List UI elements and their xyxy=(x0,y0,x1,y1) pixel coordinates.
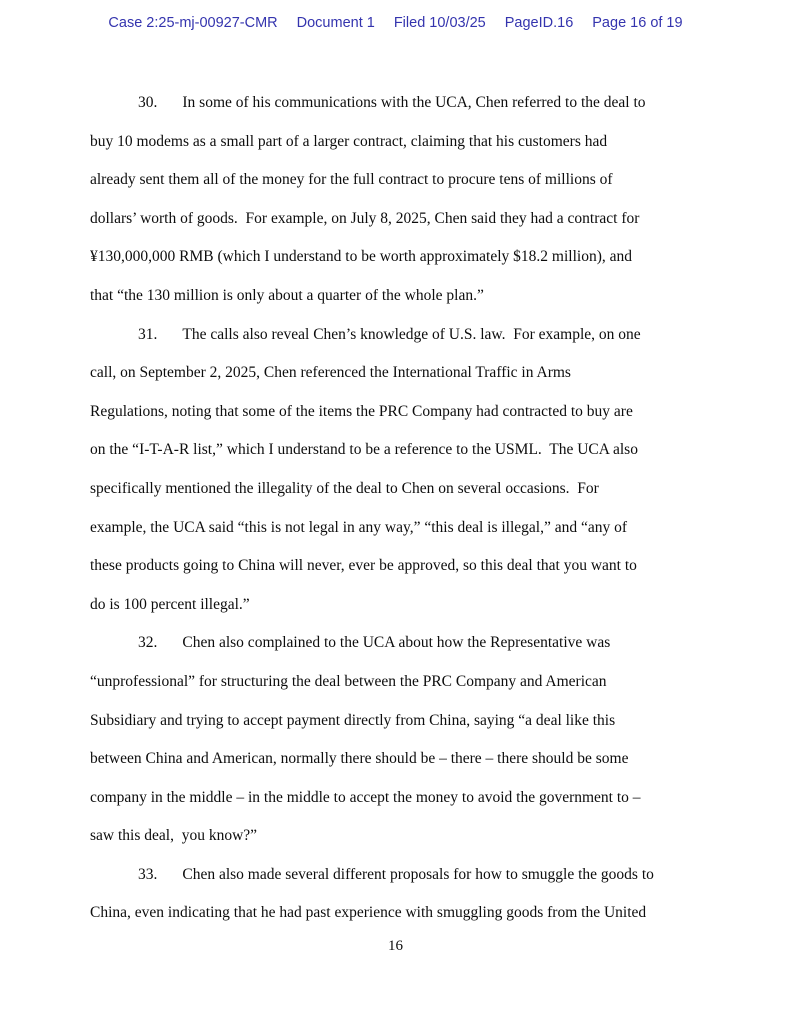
paragraph-line xyxy=(90,547,710,586)
paragraph-line-text: Chen also complained to the UCA about how the Representative was xyxy=(182,634,611,652)
paragraph-line-text: example, the UCA said “this is not legal in any way,” “this deal is illegal,” and “any of xyxy=(90,518,628,536)
paragraph-line-text: these products going to China will never, ever be approved, so this deal that you want to xyxy=(90,557,637,575)
paragraph-line xyxy=(90,316,710,355)
paragraph-line xyxy=(90,161,710,200)
paragraph-number: 31. xyxy=(138,325,158,343)
stamp-filed-date: Filed 10/03/25 xyxy=(393,15,486,31)
paragraph-line xyxy=(90,779,710,818)
paragraph-line-text: In some of his communications with the UCA, Chen referred to the deal to xyxy=(182,94,646,111)
paragraph-line xyxy=(90,277,710,316)
paragraph-line xyxy=(90,200,710,239)
paragraph-line xyxy=(90,123,710,162)
paragraph-line xyxy=(90,663,710,702)
paragraph-line-text: Regulations, noting that some of the items the PRC Company had contracted to buy are xyxy=(90,402,633,420)
paragraph-line xyxy=(90,586,710,625)
paragraph-line xyxy=(90,624,710,663)
paragraph-line xyxy=(90,702,710,741)
paragraph-line-text: on the “I-T-A-R list,” which I understand to be a reference to the USML. The UCA also xyxy=(90,441,638,459)
stamp-pageid: PageID.16 xyxy=(504,15,574,31)
paragraph-line xyxy=(90,894,710,933)
paragraph-line-text: company in the middle – in the middle to accept the money to avoid the government to – xyxy=(90,788,641,806)
paragraph-number: 30. xyxy=(138,94,158,111)
paragraph-line-text: The calls also reveal Chen’s knowledge of U.S. law. For example, on one xyxy=(182,325,641,343)
paragraph-line xyxy=(90,509,710,548)
paragraph-line-text: buy 10 modems as a small part of a larger contract, claiming that his customers had xyxy=(90,132,608,150)
stamp-document-number: Document 1 xyxy=(296,15,375,31)
stamp-page-count: Page 16 of 19 xyxy=(592,15,683,31)
paragraph-line-text: already sent them all of the money for the full contract to procure tens of millions of xyxy=(90,171,613,189)
paragraph-line xyxy=(90,354,710,393)
paragraph xyxy=(90,84,710,316)
paragraph-line xyxy=(90,817,710,856)
paragraph-line-text: saw this deal, you know?” xyxy=(90,827,258,845)
paragraph-number: 32. xyxy=(138,634,158,652)
paragraph-line xyxy=(90,84,710,123)
paragraph-line-text: do is 100 percent illegal.” xyxy=(90,595,250,613)
paragraph xyxy=(90,856,710,933)
paragraph-line-text: China, even indicating that he had past experience with smuggling goods from the United xyxy=(90,904,647,922)
paragraph-line-text: call, on September 2, 2025, Chen referenced the International Traffic in Arms xyxy=(90,364,571,382)
paragraph-line xyxy=(90,431,710,470)
paragraph-line xyxy=(90,740,710,779)
paragraph-line-text: “unprofessional” for structuring the deal between the PRC Company and American xyxy=(90,672,607,690)
paragraph xyxy=(90,316,710,625)
paragraph-line xyxy=(90,393,710,432)
paragraph-line-text: dollars’ worth of goods. For example, on July 8, 2025, Chen said they had a contract for xyxy=(90,209,640,227)
paragraph-line xyxy=(90,238,710,277)
paragraph-line-text: Subsidiary and trying to accept payment directly from China, saying “a deal like this xyxy=(90,711,616,729)
case-stamp-header xyxy=(0,15,791,31)
page-footer xyxy=(0,936,791,956)
paragraph xyxy=(90,624,710,856)
paragraph-line-text: between China and American, normally there should be – there – there should be some xyxy=(90,750,629,768)
paragraph-number: 33. xyxy=(138,865,158,883)
paragraph-line-text: that “the 130 million is only about a quarter of the whole plan.” xyxy=(90,286,484,304)
paragraph-line xyxy=(90,856,710,895)
stamp-case-number: Case 2:25-mj-00927-CMR xyxy=(108,15,278,31)
paragraph-line-text: specifically mentioned the illegality of the deal to Chen on several occasions. For xyxy=(90,479,599,497)
paragraph-line-text: Chen also made several different proposals for how to smuggle the goods to xyxy=(182,865,654,883)
paragraph-line xyxy=(90,470,710,509)
page-number: 16 xyxy=(388,938,403,954)
document-body xyxy=(90,84,710,933)
paragraph-line-text: ¥130,000,000 RMB (which I understand to be worth approximately $18.2 million), and xyxy=(90,248,632,266)
